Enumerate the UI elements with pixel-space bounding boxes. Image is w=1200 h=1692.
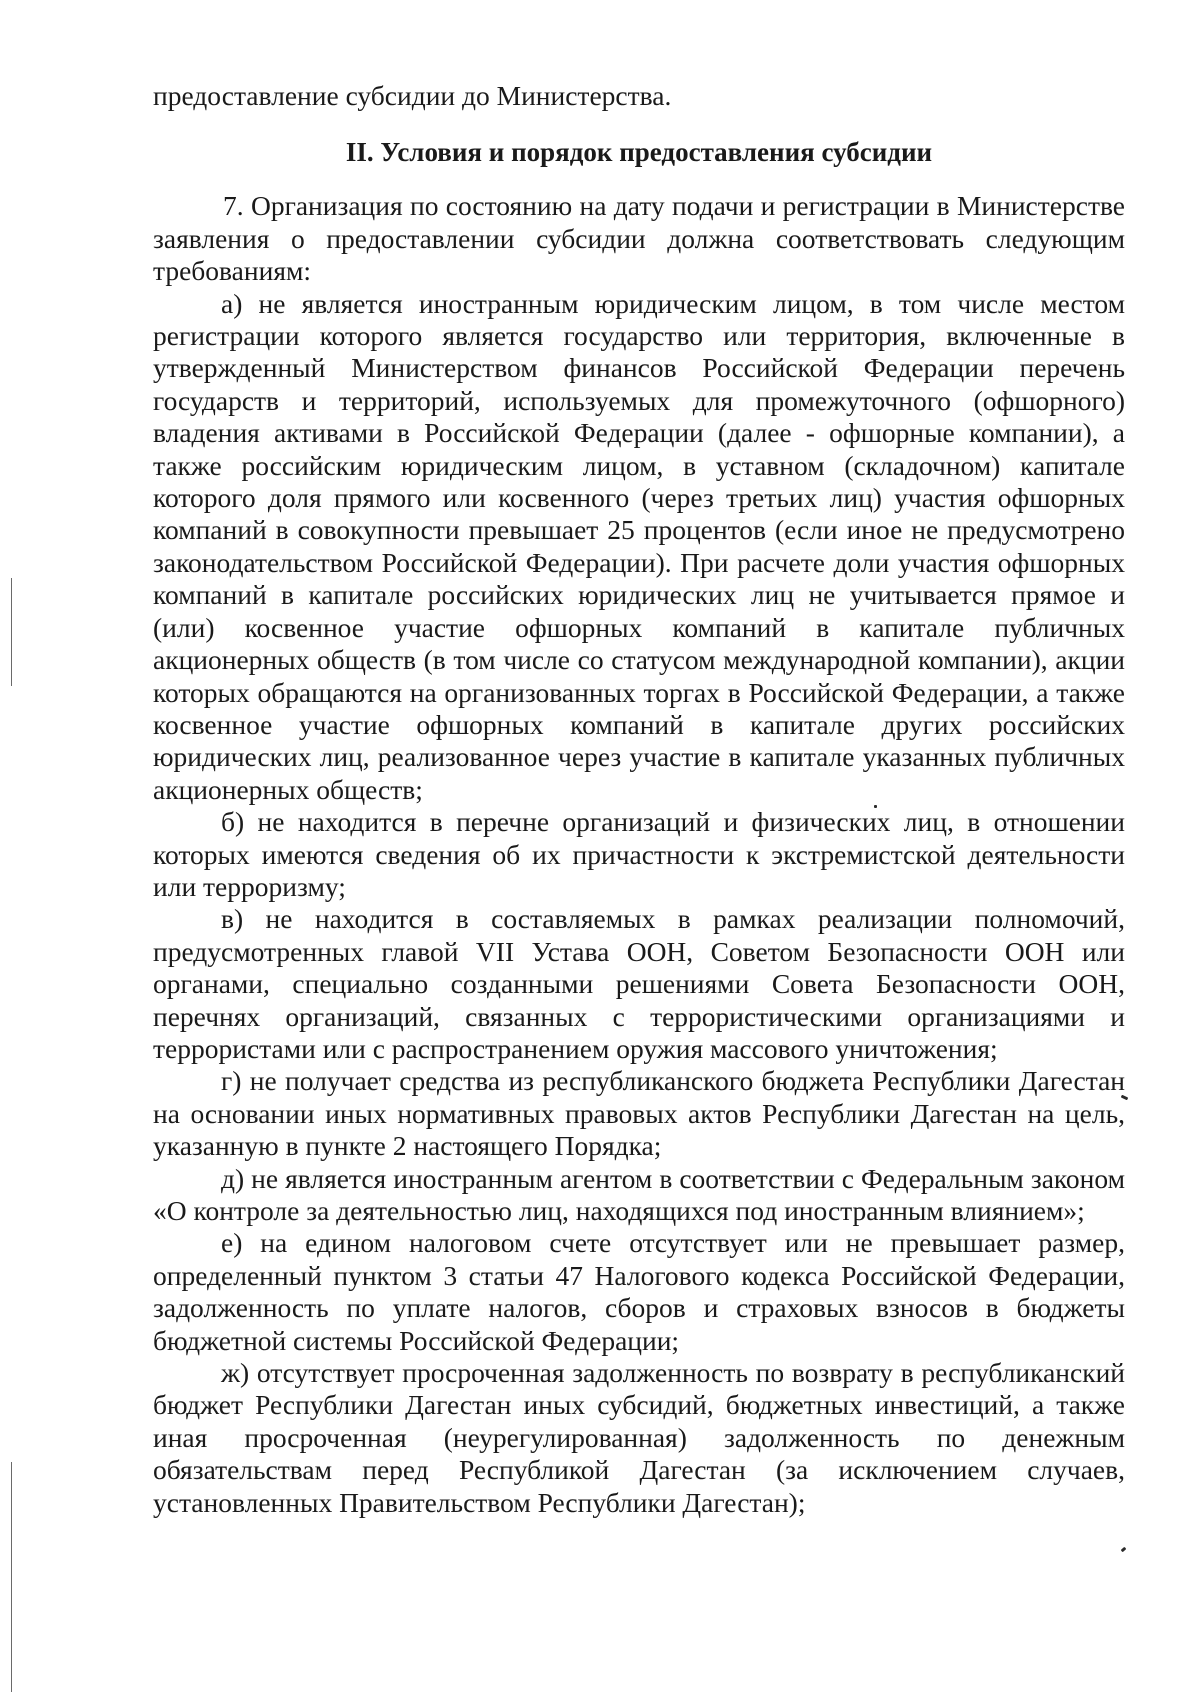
document-body: [153, 80, 1125, 1519]
paragraph-a: а) не является иностранным юридическим лицом, в том числе местом регистрации которого является государство или территория, включенные в утвержденный Министерством финансов Российской Федерации перечень государств и территорий, используемых для промежуточного (офшорного) владения активами в Российской Федерации (далее - офшорные компании), а также российским юридическим лицом, в уставном (складочном) капитале которого доля прямого или косвенного (через третьих лиц) участия офшорных компаний в совокупности превышает 25 процентов (если иное не предусмотрено законодательством Российской Федерации). При расчете доли участия офшорных компаний в капитале российских юридических лиц не учитывается прямое и (или) косвенное участие офшорных компаний в капитале публичных акционерных обществ (в том числе со статусом международной компании), акции которых обращаются на организованных торгах в Российской Федерации, а также косвенное участие офшорных компаний в капитале других российских юридических лиц, реализованное через участие в капитале указанных публичных акционерных обществ;: [153, 287, 1125, 805]
scan-edge-line-upper: [11, 578, 12, 686]
paragraph-7: 7. Организация по состоянию на дату подачи и регистрации в Министерстве заявления о предоставлении субсидии должна соответствовать следующим требованиям:: [153, 190, 1125, 287]
paragraph-b: б) не находится в перечне организаций и физических лиц, в отношении которых имеются сведения об их причастности к экстремистской деятельности или терроризму;: [153, 806, 1125, 902]
scan-edge-line-lower: [11, 1462, 12, 1692]
paragraph-g: г) не получает средства из республиканского бюджета Республики Дагестан на основании иных нормативных правовых актов Республики Дагестан на цель, указанную в пункте 2 настоящего Порядка;: [153, 1065, 1125, 1162]
paragraph-zh: ж) отсутствует просроченная задолженность по возврату в республиканский бюджет Республики Дагестан иных субсидий, бюджетных инвестиций, а также иная просроченная (неурегулированная) задолженность по денежным обязательствам перед Республикой Дагестан (за исключением случаев, установленных Правительством Республики Дагестан);: [153, 1357, 1125, 1518]
section-title: II. Условия и порядок предоставления субсидии: [345, 137, 933, 168]
intro-line: предоставление субсидии до Министерства.: [153, 80, 672, 111]
scan-speck: [1121, 1547, 1127, 1553]
paragraph-e: е) на едином налоговом счете отсутствует или не превышает размер, определенный пунктом 3 статьи 47 Налогового кодекса Российской Федерации, задолженность по уплате налогов, сборов и страховых взносов в бюджеты бюджетной системы Российской Федерации;: [153, 1227, 1125, 1356]
paragraph-d: д) не является иностранным агентом в соответствии с Федеральным законом «О контроле за деятельностью лиц, находящихся под иностранным влиянием»;: [153, 1162, 1125, 1226]
paragraph-v: в) не находится в составляемых в рамках реализации полномочий, предусмотренных главой VII Устава ООН, Советом Безопасности ООН или органами, специально созданными решениями Совета Безопасности ООН, перечнях организаций, связанных с террористическими организациями и террористами или с распространением оружия массового уничтожения;: [153, 903, 1125, 1064]
